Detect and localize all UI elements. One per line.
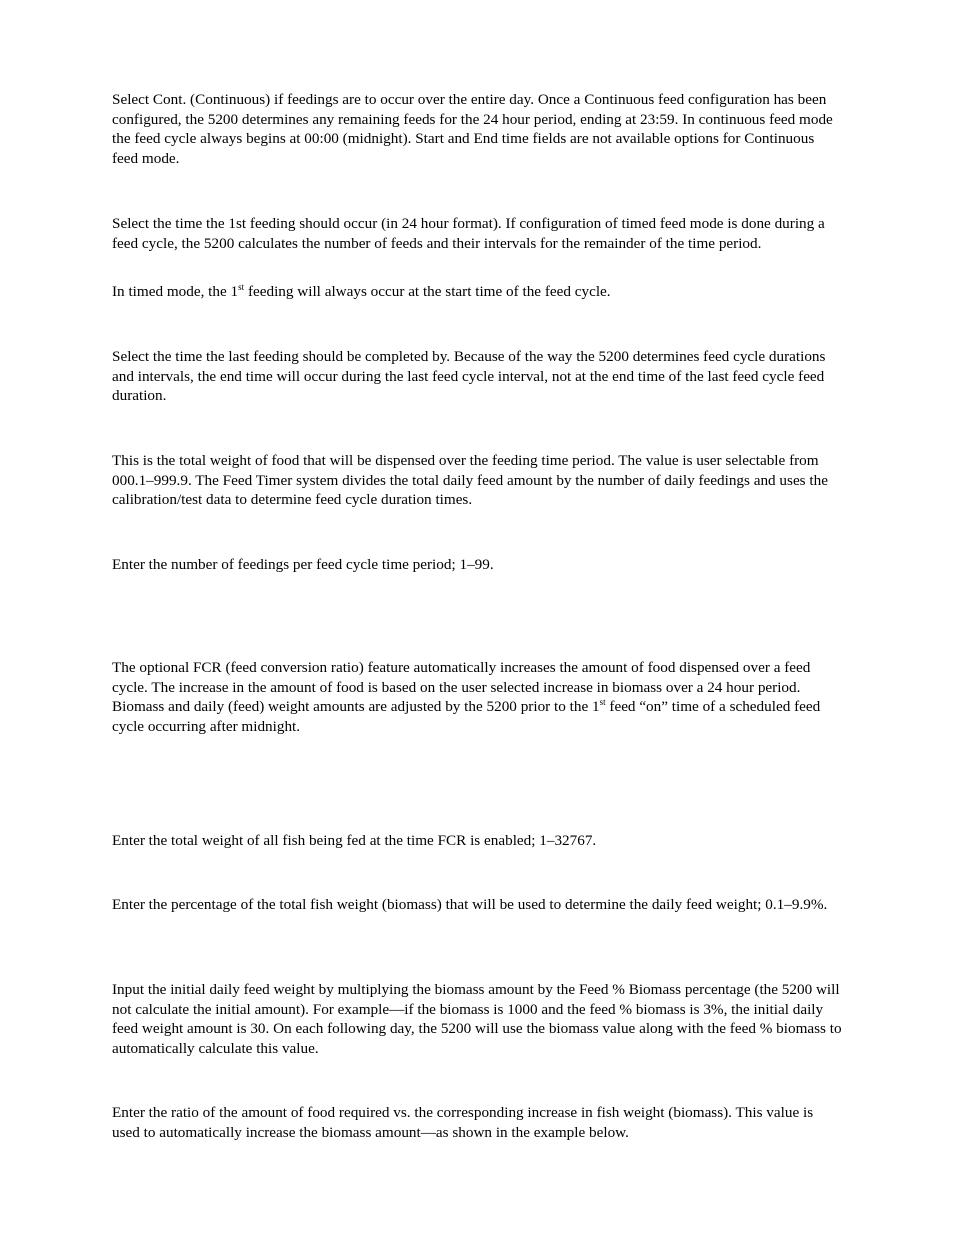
ordinal-suffix: st [599, 697, 606, 708]
timed-mode-text-start: In timed mode, the 1 [112, 283, 239, 300]
paragraph-end-time: Select the time the last feeding should be completed by. Because of the way the 5200 determines feed cycle durations and intervals, the end time will occur during the last feed cycle interval, not at the end time of the last feed cycle feed duration. [112, 348, 826, 405]
paragraph-fcr-feature [112, 658, 842, 736]
fcr-text-end: feed “on” time of a scheduled feed cycle occurring after midnight. [112, 698, 821, 735]
paragraph-fcr-ratio: Enter the ratio of the amount of food required vs. the corresponding increase in fish weight (biomass). This value is used to automatically increase the biomass amount—as shown in the example below. [112, 1104, 814, 1141]
fcr-text-start: The optional FCR (feed conversion ratio) feature automatically increases the amount of food dispensed over a feed cycle. The increase in the amount of food is based on the user selected increase in biomass over a 24 hour period. Biomass and daily (feed) weight amounts are adjusted by the 5200 prior to the 1 [112, 659, 811, 716]
paragraph-timed-mode-note [112, 282, 842, 302]
ordinal-suffix: st [238, 282, 245, 292]
paragraph-biomass: Enter the total weight of all fish being fed at the time FCR is enabled; 1–32767. [112, 832, 597, 849]
paragraph-daily-feed-weight: This is the total weight of food that will be dispensed over the feeding time period. The value is user selectable from 000.1–999.9. The Feed Timer system divides the total daily feed amount by the number of daily feedings and uses the calibration/test data to determine feed cycle duration times. [112, 452, 828, 509]
paragraph-feed-percent-biomass: Enter the percentage of the total fish weight (biomass) that will be used to determine the daily feed weight; 0.1–9.9%. [112, 896, 828, 913]
paragraph-initial-daily-feed-weight: Input the initial daily feed weight by multiplying the biomass amount by the Feed % Biomass percentage (the 5200 will not calculate the initial amount). For example—if the biomass is 1000 and the feed % biomass is 3%, the initial daily feed weight amount is 30. On each following day, the 5200 will use the biomass value along with the feed % biomass to automatically calculate this value. [112, 981, 842, 1057]
timed-mode-text-end: feeding will always occur at the start time of the feed cycle. [244, 283, 611, 300]
paragraph-continuous-feed: Select Cont. (Continuous) if feedings are to occur over the entire day. Once a Continuous feed configuration has been configured, the 5200 determines any remaining feeds for the 24 hour period, ending at 23:59. In continuous feed mode the feed cycle always begins at 00:00 (midnight). Start and End time fields are not available options for Continuous feed mode. [112, 91, 833, 167]
paragraph-start-time: Select the time the 1st feeding should occur (in 24 hour format). If configuration of timed feed mode is done during a feed cycle, the 5200 calculates the number of feeds and their intervals for the remainder of the time period. [112, 215, 825, 252]
paragraph-number-of-feedings: Enter the number of feedings per feed cycle time period; 1–99. [112, 556, 494, 573]
